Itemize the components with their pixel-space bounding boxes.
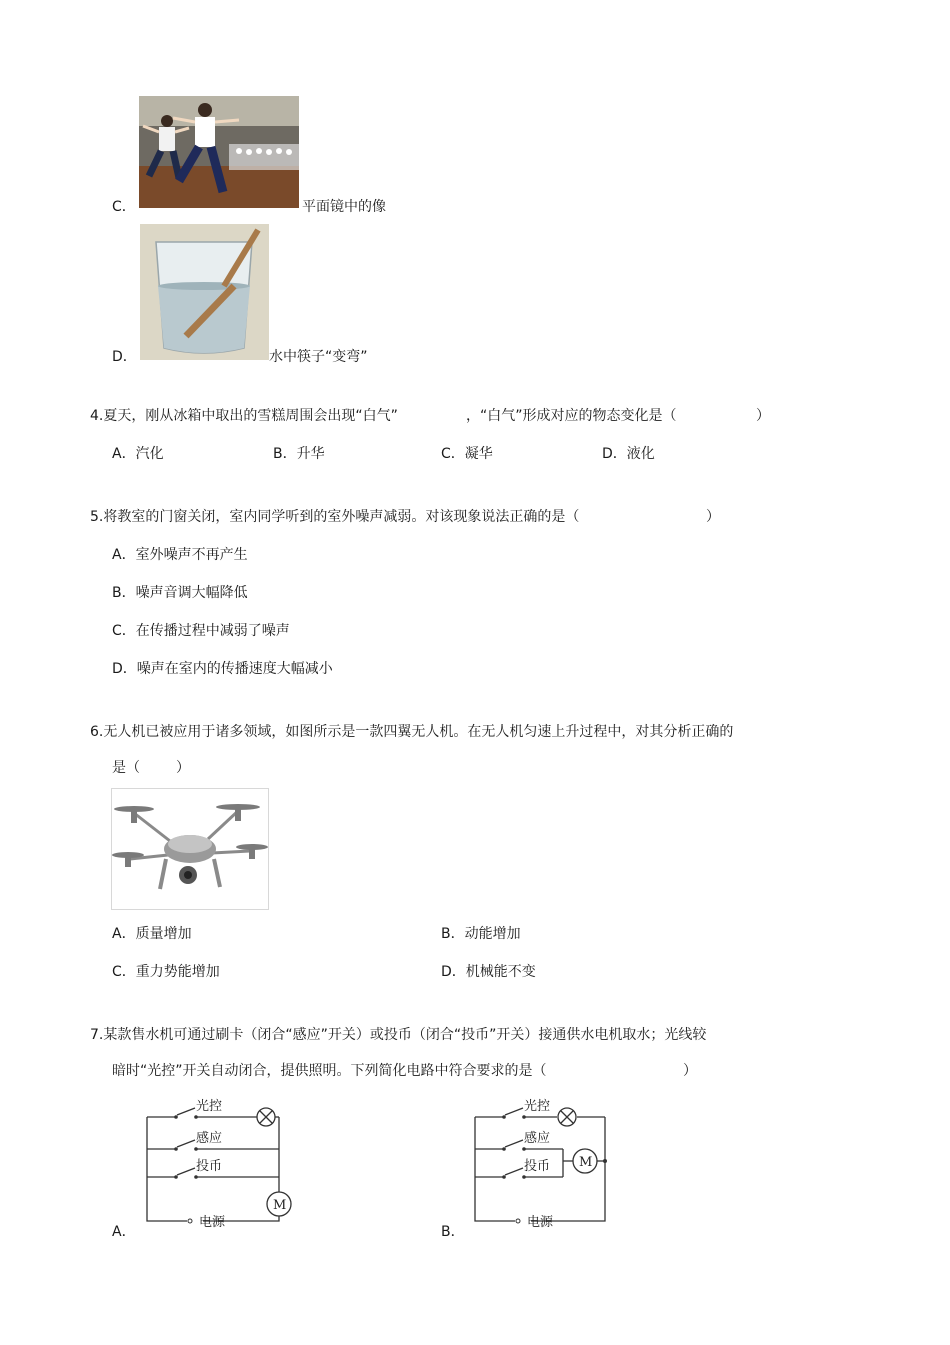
q3-option-d-letter: D． — [112, 349, 137, 365]
q3-option-c-text: 平面镜中的像 — [302, 199, 386, 215]
q7-option-b: B． — [441, 1224, 465, 1240]
q3-option-c-letter: C． — [112, 199, 136, 215]
q5-option-b: B．噪声音调大幅降低 — [112, 585, 248, 601]
q4-stem-part1: 4.夏天，刚从冰箱中取出的雪糕周围会出现“白气” — [90, 408, 398, 424]
q5-option-d: D．噪声在室内的传播速度大幅减小 — [112, 661, 333, 677]
q4-option-d: D．液化 — [602, 446, 655, 462]
q6-option-c: C．重力势能增加 — [112, 964, 220, 980]
q5-option-a: A．室外噪声不再产生 — [112, 547, 248, 563]
q7-option-a: A． — [112, 1224, 136, 1240]
circuit-b-motor-symbol: M — [579, 1155, 593, 1170]
q7-stem-line2: 暗时“光控”开关自动闭合，提供照明。下列简化电路中符合要求的是（ — [112, 1063, 547, 1079]
q4-option-c: C．凝华 — [441, 446, 493, 462]
q6-option-d: D．机械能不变 — [441, 964, 536, 980]
circuit-a-label-power: 电源 — [199, 1215, 226, 1230]
quadcopter-drone-photo — [111, 788, 269, 910]
q5-option-c: C．在传播过程中减弱了噪声 — [112, 623, 290, 639]
q4-option-a: A．汽化 — [112, 446, 164, 462]
mirror-dance-photo — [139, 96, 299, 208]
q5-stem-close: ） — [706, 509, 720, 525]
q5-stem: 5.将教室的门窗关闭，室内同学听到的室外噪声减弱。对该现象说法正确的是（ — [90, 509, 580, 525]
q6-stem-line1: 6.无人机已被应用于诸多领域，如图所示是一款四翼无人机。在无人机匀速上升过程中，对其分析正确的 — [90, 724, 734, 740]
q4-option-b: B．升华 — [273, 446, 325, 462]
chopstick-in-water-photo — [140, 224, 269, 360]
circuit-diagram-b — [467, 1093, 615, 1235]
q4-stem-part2: ，“白气”形成对应的物态变化是（ — [466, 408, 677, 424]
circuit-diagram-a — [139, 1093, 299, 1235]
q7-stem-close: ） — [683, 1063, 697, 1079]
q7-stem-line1: 7.某款售水机可通过刷卡（闭合“感应”开关）或投币（闭合“投币”开关）接通供水电机取水；光线较 — [90, 1027, 707, 1043]
q6-option-a: A．质量增加 — [112, 926, 192, 942]
circuit-a-label-light: 光控 — [196, 1099, 223, 1114]
circuit-a-label-sense: 感应 — [196, 1131, 223, 1146]
q6-stem-close: ） — [176, 760, 190, 776]
q6-stem-line2: 是（ — [112, 760, 140, 776]
circuit-a-motor-symbol: M — [273, 1198, 287, 1213]
circuit-a-label-coin: 投币 — [196, 1159, 223, 1174]
circuit-b-label-sense: 感应 — [524, 1131, 551, 1146]
q3-option-d-text: 水中筷子“变弯” — [269, 349, 368, 365]
circuit-b-label-coin: 投币 — [524, 1159, 551, 1174]
circuit-b-label-light: 光控 — [524, 1099, 551, 1114]
q6-option-b: B．动能增加 — [441, 926, 521, 942]
q4-stem-close: ） — [756, 408, 770, 424]
circuit-b-label-power: 电源 — [527, 1215, 554, 1230]
